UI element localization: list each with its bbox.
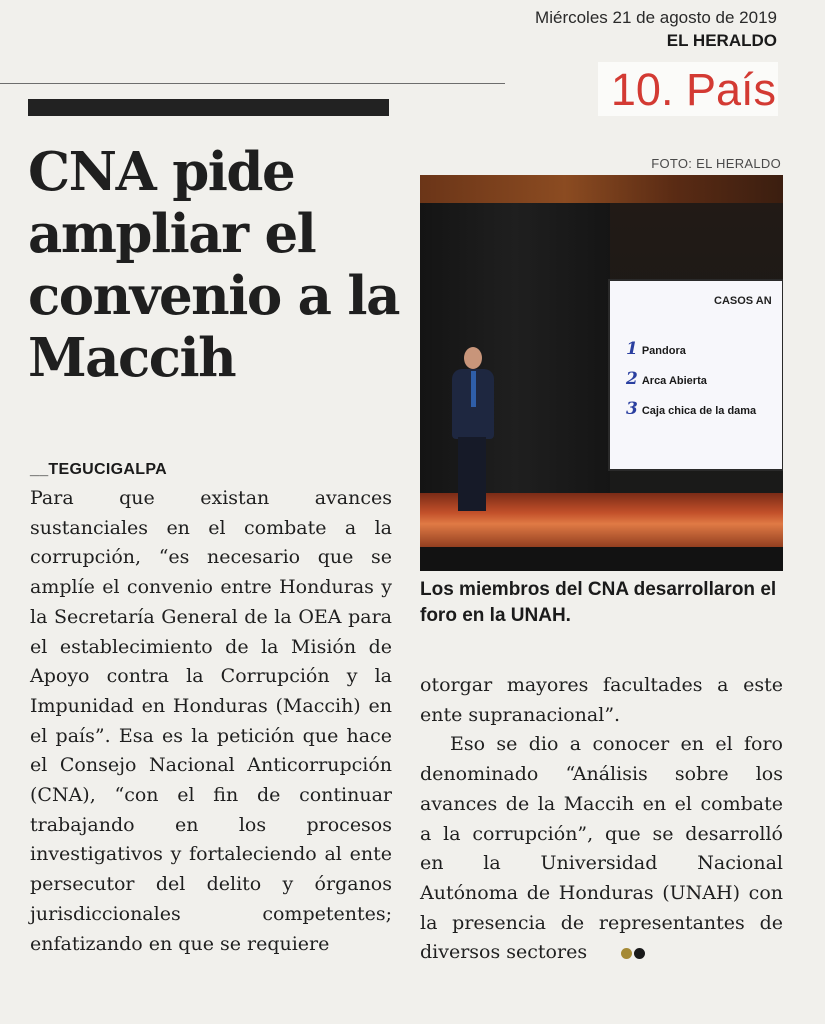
- body-paragraph: [420, 730, 783, 968]
- headline-bar: [28, 99, 389, 116]
- screen-item-number: 1: [626, 339, 638, 359]
- stage-edge: [420, 547, 783, 571]
- screen-item: [626, 369, 707, 389]
- body-paragraph: otorgar mayores facultades a este ente supranacional”.: [420, 674, 783, 726]
- issue-date: Miércoles 21 de agosto de 2019: [535, 8, 777, 27]
- screen-item: [626, 339, 686, 359]
- dateline: __TEGUCIGALPA: [30, 461, 167, 478]
- screen-item-text: Pandora: [641, 345, 686, 357]
- speaker-head: [464, 347, 482, 369]
- article-photo: [420, 175, 783, 571]
- screen-item: [626, 399, 756, 419]
- screen-item-text: Caja chica de la dama: [641, 405, 757, 417]
- screen-title: CASOS AN: [714, 295, 772, 307]
- article-column-right: [420, 671, 783, 968]
- article-headline: CNA pide ampliar el convenio a la Maccih: [28, 141, 399, 389]
- section-page-label: 10. País: [598, 62, 778, 116]
- speaker-tie: [471, 371, 476, 407]
- projection-screen: [608, 279, 783, 471]
- photo-credit: FOTO: EL HERALDO: [651, 156, 781, 171]
- screen-item-number: 3: [626, 399, 638, 419]
- screen-item-number: 2: [626, 369, 638, 389]
- photo-caption: Los miembros del CNA desarrollaron el foro en la UNAH.: [420, 579, 777, 626]
- stage-ceiling: [420, 175, 783, 203]
- speaker-legs: [458, 437, 486, 511]
- speaker-figure: [444, 347, 504, 517]
- body-paragraph: Para que existan avances sustanciales en el combate a la corrupción, “es necesario que se amplíe el convenio entre Honduras y la Secretaría General de la OEA para el establecimiento de la Misión de Apoyo contra la Corrupción y la Impunidad en Honduras (Maccih) en el país”. Esa es la petición que hace el Consejo Nacional Anticorrupción (CNA), “con el fin de continuar trabajando en los procesos investigativos y fortaleciendo al ente persecutor del delito y órganos jurisdiccionales competentes; enfatizando en que se requiere: [30, 487, 392, 955]
- top-divider: [0, 83, 505, 84]
- newspaper-name: EL HERALDO: [666, 31, 777, 50]
- article-column-left: [30, 484, 392, 959]
- end-of-article-icon: [591, 938, 647, 968]
- screen-item-text: Arca Abierta: [641, 375, 707, 387]
- body-paragraph-text: Eso se dio a conocer en el foro denominado “Análisis sobre los avances de la Maccih en el combate a la corrupción”, que se desarrolló en la Universidad Nacional Autónoma de Honduras (UNAH) con la presencia de representantes de diversos sectores: [420, 733, 783, 964]
